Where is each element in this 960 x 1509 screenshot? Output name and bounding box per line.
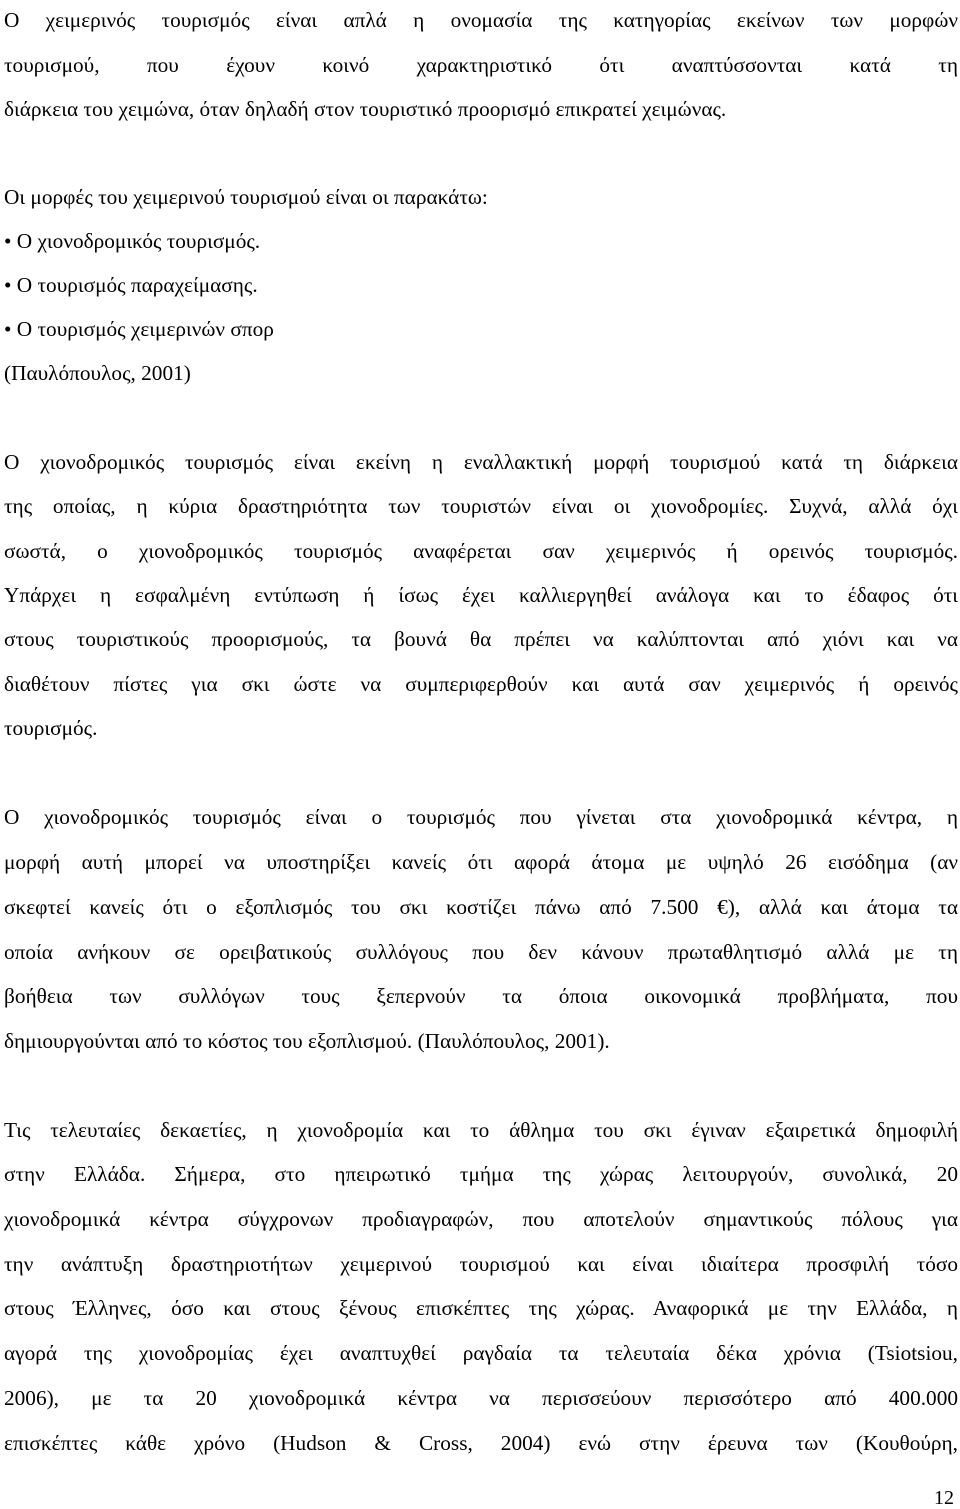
paragraph-line: στους Έλληνες, όσο και στους ξένους επισκέπτες της χώρας. Αναφορικά με την Ελλάδα, η (4, 1296, 958, 1320)
citation: (Παυλόπουλος, 2001) (4, 361, 191, 385)
intro-line: Ο χειμερινός τουρισμός είναι απλά η ονομασία της κατηγορίας εκείνων των μορφών (4, 8, 958, 32)
paragraph-line: Υπάρχει η εσφαλμένη εντύπωση ή ίσως έχει καλλιεργηθεί ανάλογα και το έδαφος ότι (4, 583, 958, 607)
list-item: • Ο τουρισμός χειμερινών σπορ (4, 317, 274, 341)
paragraph-line: στην Ελλάδα. Σήμερα, στο ηπειρωτικό τμήμα της χώρας λειτουργούν, συνολικά, 20 (4, 1162, 958, 1186)
paragraph-line: Ο χιονοδρομικός τουρισμός είναι εκείνη η εναλλακτική μορφή τουρισμού κατά τη διάρκεια (4, 450, 958, 474)
paragraph-line: της οποίας, η κύρια δραστηριότητα των τουριστών είναι οι χιονοδρομίες. Συχνά, αλλά όχι (4, 494, 958, 518)
list-item: • Ο τουρισμός παραχείμασης. (4, 273, 258, 297)
paragraph-line: στους τουριστικούς προορισμούς, τα βουνά θα πρέπει να καλύπτονται από χιόνι και να (4, 627, 958, 651)
paragraph-line: χιονοδρομικά κέντρα σύγχρονων προδιαγραφών, που αποτελούν σημαντικούς πόλους για (4, 1207, 958, 1231)
list-item: • Ο χιονοδρομικός τουρισμός. (4, 229, 261, 253)
paragraph-line: οποία ανήκουν σε ορειβατικούς συλλόγους που δεν κάνουν πρωταθλητισμό αλλά με τη (4, 940, 958, 964)
forms-heading: Οι μορφές του χειμερινού τουρισμού είναι οι παρακάτω: (4, 185, 488, 209)
paragraph-line: σκεφτεί κανείς ότι ο εξοπλισμός του σκι κοστίζει πάνω από 7.500 €), αλλά και άτομα τα (4, 895, 958, 919)
paragraph-line: αγορά της χιονοδρομίας έχει αναπτυχθεί ραγδαία τα τελευταία δέκα χρόνια (Tsiotsiou, (4, 1341, 958, 1365)
paragraph-line: επισκέπτες κάθε χρόνο (Hudson & Cross, 2004) ενώ στην έρευνα των (Κουθούρη, (4, 1431, 958, 1455)
intro-line: διάρκεια του χειμώνα, όταν δηλαδή στον τουριστικό προορισμό επικρατεί χειμώνας. (4, 97, 727, 121)
paragraph-line: μορφή αυτή μπορεί να υποστηρίξει κανείς ότι αφορά άτομα με υψηλό 26 εισόδημα (αν (4, 850, 958, 874)
paragraph-line: τουρισμός. (4, 716, 98, 740)
intro-line: τουρισμού, που έχουν κοινό χαρακτηριστικό ότι αναπτύσσονται κατά τη (4, 53, 958, 77)
paragraph-line: βοήθεια των συλλόγων τους ξεπερνούν τα όποια οικονομικά προβλήματα, που (4, 984, 958, 1008)
page-number: 12 (934, 1487, 954, 1509)
paragraph-line: διαθέτουν πίστες για σκι ώστε να συμπεριφερθούν και αυτά σαν χειμερινός ή ορεινός (4, 672, 958, 696)
paragraph-line: σωστά, ο χιονοδρομικός τουρισμός αναφέρεται σαν χειμερινός ή ορεινός τουρισμός. (4, 539, 958, 563)
paragraph-line: δημιουργούνται από το κόστος του εξοπλισμού. (Παυλόπουλος, 2001). (4, 1029, 610, 1053)
paragraph-line: Τις τελευταίες δεκαετίες, η χιονοδρομία και το άθλημα του σκι έγιναν εξαιρετικά δημοφιλή (4, 1118, 958, 1142)
paragraph-line: Ο χιονοδρομικός τουρισμός είναι ο τουρισμός που γίνεται στα χιονοδρομικά κέντρα, η (4, 805, 958, 829)
paragraph-line: την ανάπτυξη δραστηριοτήτων χειμερινού τουρισμού και είναι ιδιαίτερα προσφιλή τόσο (4, 1252, 958, 1276)
paragraph-line: 2006), με τα 20 χιονοδρομικά κέντρα να περισσεύουν περισσότερο από 400.000 (4, 1386, 958, 1410)
